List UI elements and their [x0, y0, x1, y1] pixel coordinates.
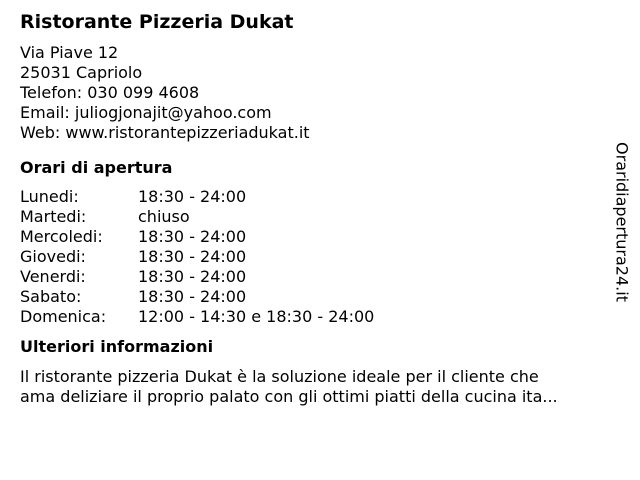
time-value: 12:00 - 14:30 e 18:30 - 24:00 — [138, 307, 375, 326]
restaurant-name: Ristorante Pizzeria Dukat — [20, 11, 294, 33]
day-label: Mercoledi: — [20, 227, 103, 246]
hours-row-tuesday — [20, 207, 610, 227]
time-value: 18:30 - 24:00 — [138, 267, 247, 286]
day-label: Martedi: — [20, 207, 87, 226]
hours-row-wednesday — [20, 227, 610, 247]
description — [20, 367, 610, 407]
email-line: Email: juliogjonajit@yahoo.com — [20, 103, 272, 122]
hours-row-friday — [20, 267, 610, 287]
web-line: Web: www.ristorantepizzeriadukat.it — [20, 123, 310, 142]
opening-hours-table — [20, 187, 610, 327]
day-label: Venerdi: — [20, 267, 86, 286]
restaurant-card — [20, 10, 610, 407]
description-line: ama deliziare il proprio palato con gli ottimi piatti della cucina ita... — [20, 387, 558, 406]
time-value: 18:30 - 24:00 — [138, 227, 247, 246]
time-value: 18:30 - 24:00 — [138, 247, 247, 266]
hours-row-thursday — [20, 247, 610, 267]
day-label: Lunedi: — [20, 187, 79, 206]
more-info-heading: Ulteriori informazioni — [20, 337, 214, 356]
hours-row-saturday — [20, 287, 610, 307]
time-value: 18:30 - 24:00 — [138, 187, 247, 206]
street-address: Via Piave 12 — [20, 43, 119, 62]
phone-line: Telefon: 030 099 4608 — [20, 83, 200, 102]
day-label: Sabato: — [20, 287, 82, 306]
time-value: chiuso — [138, 207, 190, 226]
address-block — [20, 43, 610, 143]
time-value: 18:30 - 24:00 — [138, 287, 247, 306]
opening-hours-heading: Orari di apertura — [20, 158, 173, 177]
day-label: Giovedi: — [20, 247, 86, 266]
day-label: Domenica: — [20, 307, 107, 326]
watermark: Oraridiapertura24.it — [612, 142, 632, 302]
hours-row-sunday — [20, 307, 610, 327]
description-line: Il ristorante pizzeria Dukat è la soluzione ideale per il cliente che — [20, 367, 539, 386]
city-address: 25031 Capriolo — [20, 63, 143, 82]
hours-row-monday — [20, 187, 610, 207]
